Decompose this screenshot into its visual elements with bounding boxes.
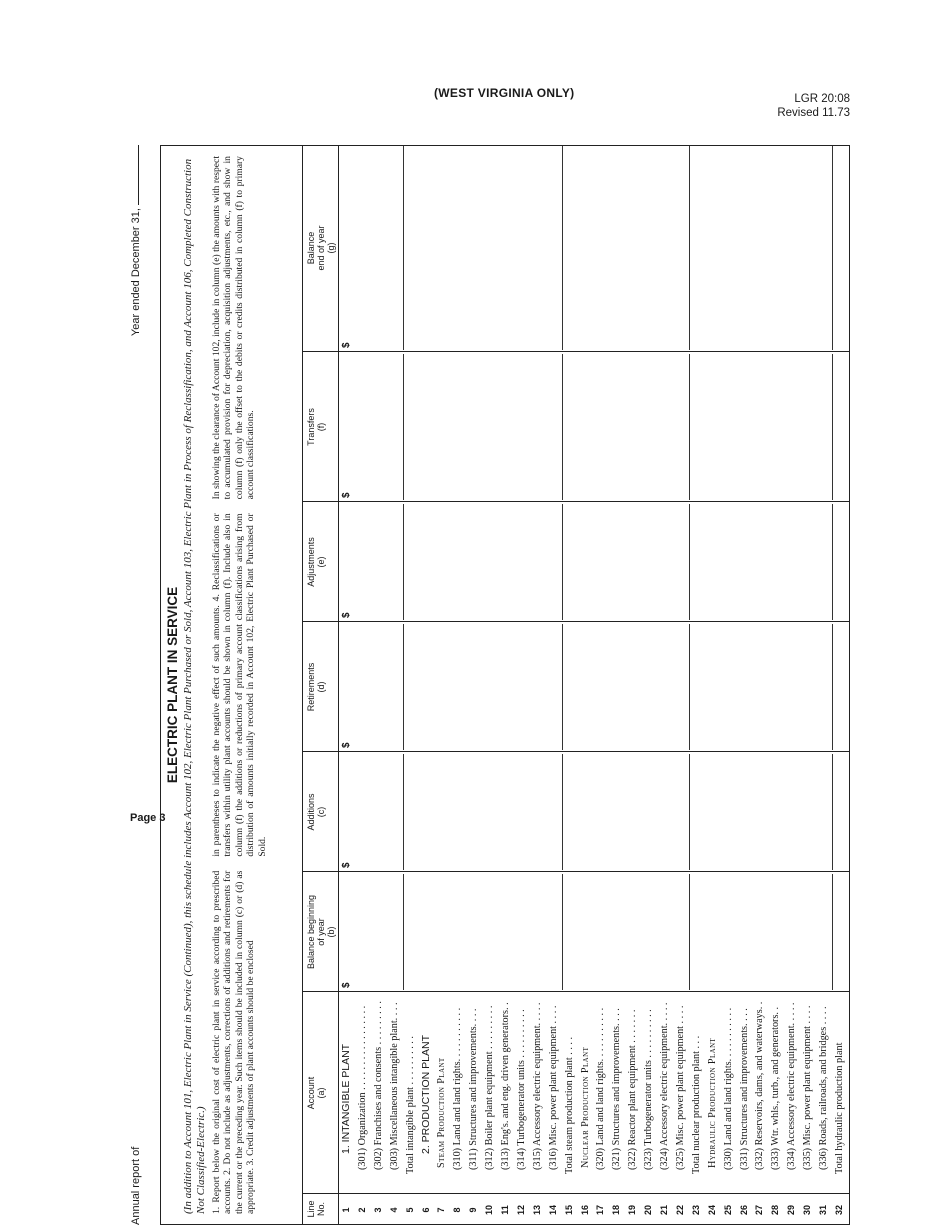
column-header-4: Retirements (d): [306, 662, 326, 712]
column-header-2: Balance beginning of year (b): [306, 894, 336, 970]
total-rule: [689, 354, 690, 500]
instructions-left: 1. Report below the original cost of electric plant in service according to prescribed accounts. 2. Do not include as adjustments, corrections of additions and retirements for the current or the preceding year. Such items should be included in column (c) or (d) as appropriate. 3. Credit adjustments of plant accounts should be enclosed: [211, 870, 257, 1214]
table-row: [768, 146, 784, 1224]
account-name: (320) Land and land rights. . . . . . . . . . .: [595, 1007, 607, 1170]
table-row: [482, 146, 498, 1224]
line-number: 13: [531, 1205, 542, 1216]
table-row: [450, 146, 466, 1224]
line-number: 30: [802, 1205, 813, 1216]
line-number: 25: [722, 1205, 733, 1216]
table-row: [657, 146, 673, 1224]
total-rule: [403, 874, 404, 990]
table-row: [721, 146, 737, 1224]
account-name: (314) Turbogenerator units . . . . . . . . . .: [515, 1009, 527, 1170]
state-note: (WEST VIRGINIA ONLY): [434, 86, 575, 100]
table-row: [784, 146, 800, 1224]
schedule-subtitle: (In addition to Account 101, Electric Plant in Service (Continued), this schedule includes Account 102, Electric Plant Purchased or Sold, Account 103, Electric Plant in Process of Reclassification, and Account 106, Completed Construction Not Classified-Electric.): [182, 158, 207, 1214]
line-number: 29: [786, 1205, 797, 1216]
line-number: 26: [738, 1205, 749, 1216]
total-rule: [403, 504, 404, 620]
line-number: 32: [833, 1205, 844, 1216]
total-rule: [562, 874, 563, 990]
line-number: 15: [563, 1205, 574, 1216]
table-row: [562, 146, 578, 1224]
line-number: 22: [674, 1205, 685, 1216]
column-header-7: Balance end of year (g): [306, 225, 336, 271]
table-body: [339, 146, 849, 1224]
total-rule: [689, 754, 690, 870]
table-row: [530, 146, 546, 1224]
total-rule: [689, 874, 690, 990]
account-name: (330) Land and land rights. . . . . . . . . . .: [722, 1007, 734, 1170]
account-name: (311) Structures and improvements. . . .: [468, 1008, 480, 1170]
line-number: 24: [706, 1205, 717, 1216]
account-name: Total nuclear production plant . . .: [690, 1035, 702, 1174]
account-name: (335) Misc. power plant equipment . . . .: [802, 1005, 814, 1170]
line-number: 14: [547, 1205, 558, 1216]
column-headers: [303, 146, 339, 1224]
total-rule: [832, 146, 833, 350]
schedule-frame: [160, 145, 850, 1225]
schedule-title: ELECTRIC PLANT IN SERVICE: [165, 586, 180, 784]
account-name: Total hydraulic production plant: [833, 1042, 845, 1174]
account-name: (325) Misc. power plant equipment . . . .: [674, 1005, 686, 1170]
line-number: 28: [770, 1205, 781, 1216]
line-number: 6: [420, 1207, 431, 1213]
line-number: 27: [754, 1205, 765, 1216]
page-number: Page 3: [130, 812, 166, 824]
table-row: [737, 146, 753, 1224]
line-number: 11: [500, 1205, 510, 1215]
year-blank: [138, 145, 139, 205]
total-rule: [562, 624, 563, 750]
table-row: [466, 146, 482, 1224]
account-name: (323) Turbogenerator units . . . . . . . . . .: [643, 1009, 655, 1170]
dollar-sign: $: [341, 492, 352, 498]
total-rule: [562, 354, 563, 500]
column-header-5: Adjustments (e): [306, 537, 326, 587]
column-header-6: Transfers (f): [306, 408, 326, 446]
table-row: [689, 146, 705, 1224]
total-rule: [689, 624, 690, 750]
column-header-3: Additions (c): [306, 793, 326, 831]
account-name: (321) Structures and improvements. . . .: [611, 1008, 623, 1170]
schedule-header: [161, 146, 303, 1224]
table-row: [625, 146, 641, 1224]
instructions-right: In showing the clearance of Account 102, include in column (e) the amounts with respect to accumulated provision for depreciation, acquisition adjustments, etc., and show in column (f) only the offset to the debits or credits distributed in column (f) to primary account classifications.: [211, 156, 257, 500]
table-row: [593, 146, 609, 1224]
account-name: (322) Reactor plant equipment . . . . . . .: [627, 1009, 639, 1170]
table-row: [339, 146, 355, 1224]
line-number: 10: [484, 1205, 495, 1216]
total-rule: [689, 146, 690, 350]
account-name: Hydraulic Production Plant: [706, 1037, 718, 1168]
form-code: LGR 20:08: [794, 93, 850, 105]
account-name: (334) Accessory electric equipment. . . . .: [786, 1002, 798, 1170]
line-number: 4: [388, 1207, 399, 1213]
dollar-sign: $: [341, 862, 352, 868]
instructions-mid: in parentheses to indicate the negative effect of such amounts. 4. Reclassifications or transfers within utility plant accounts should be shown in column (f). Include also in column (f) the additions or reductions of primary account classifications arising from distribution of amounts initially recorded in Account 102, Electric Plant Purchased or Sold.: [211, 513, 268, 857]
table-row: [514, 146, 530, 1224]
total-rule: [832, 504, 833, 620]
revised-date: Revised 11.73: [777, 107, 850, 119]
table-row: [705, 146, 721, 1224]
account-name: (316) Misc. power plant equipment . . . .: [547, 1005, 559, 1170]
account-name: 1. INTANGIBLE PLANT: [340, 1043, 352, 1154]
account-name: (315) Accessory electric equipment. . . . .: [531, 1002, 543, 1170]
account-name: (324) Accessory electric equipment. . . . .: [659, 1002, 670, 1170]
table-row: [673, 146, 689, 1224]
dollar-sign: $: [341, 342, 352, 348]
line-number: 18: [611, 1205, 622, 1216]
line-number: 17: [595, 1205, 606, 1216]
table-row: [546, 146, 562, 1224]
line-number: 20: [643, 1205, 654, 1216]
line-number: 16: [579, 1205, 590, 1216]
line-number: 12: [515, 1205, 526, 1216]
total-rule: [689, 504, 690, 620]
account-name: Total intangible plant . . . . . . . . . .: [404, 1036, 416, 1174]
dollar-sign: $: [341, 612, 352, 618]
account-name: Steam Production Plant: [436, 1057, 448, 1168]
account-name: (336) Roads, railroads, and bridges . . . .: [818, 1006, 829, 1170]
total-rule: [832, 354, 833, 500]
table-row: [403, 146, 419, 1224]
account-name: Total steam production plant . . . .: [563, 1036, 575, 1174]
total-rule: [403, 624, 404, 750]
total-rule: [562, 146, 563, 350]
account-name: (302) Franchises and consents . . . . . . . . .: [372, 1001, 384, 1170]
line-number: 8: [452, 1207, 463, 1213]
year-ended: [130, 145, 142, 336]
line-number: 21: [659, 1205, 669, 1216]
column-header-1: Account (a): [306, 1076, 326, 1110]
line-number: 23: [690, 1205, 701, 1216]
account-name: (301) Organization . . . . . . . . . . . . . . . . .: [356, 1005, 368, 1170]
column-header-0: Line No.: [306, 1200, 326, 1218]
table-row: [800, 146, 816, 1224]
dollar-sign: $: [341, 742, 352, 748]
table-row: [832, 146, 848, 1224]
table-row: [578, 146, 594, 1224]
account-name: 2. PRODUCTION PLANT: [419, 1034, 432, 1154]
account-name: Nuclear Production Plant: [579, 1046, 591, 1168]
table-row: [498, 146, 514, 1224]
line-number: 5: [404, 1207, 415, 1213]
table-row: [419, 146, 435, 1224]
line-number: 9: [468, 1207, 479, 1213]
line-number: 3: [372, 1207, 383, 1213]
line-number: 1: [341, 1207, 351, 1213]
table-row: [752, 146, 768, 1224]
total-rule: [562, 504, 563, 620]
table-row: [387, 146, 403, 1224]
account-name: (332) Reservoirs, dams, and waterways. .: [754, 1001, 766, 1170]
dollar-sign: $: [341, 982, 352, 988]
instructions: [211, 156, 268, 1214]
table-row: [355, 146, 371, 1224]
line-number: 2: [356, 1207, 367, 1213]
form-code-block: [777, 92, 850, 120]
account-name: (312) Boiler plant equipment . . . . . . . . .: [484, 1005, 496, 1170]
account-name: (331) Structures and improvements. . . .: [738, 1008, 750, 1170]
total-rule: [832, 624, 833, 750]
line-number: 31: [818, 1205, 828, 1216]
table-row: [816, 146, 832, 1224]
total-rule: [403, 754, 404, 870]
account-name: (333) Wtr. whls., turb., and generators. .: [770, 1006, 782, 1170]
total-rule: [403, 354, 404, 500]
table-row: [371, 146, 387, 1224]
total-rule: [832, 754, 833, 870]
account-name: (313) Eng's. and eng. driven generators. .: [500, 1002, 511, 1170]
total-rule: [832, 874, 833, 990]
table-row: [434, 146, 450, 1224]
total-rule: [562, 754, 563, 870]
account-name: (303) Miscellaneous intangible plant. . . .: [388, 1002, 400, 1170]
annual-report-of: Annual report of: [130, 1146, 142, 1225]
line-number: 19: [627, 1205, 638, 1216]
table-row: [609, 146, 625, 1224]
total-rule: [403, 146, 404, 350]
account-name: (310) Land and land rights. . . . . . . . . . .: [452, 1007, 464, 1170]
year-ended-label: Year ended December 31,: [130, 208, 142, 337]
table-row: [641, 146, 657, 1224]
line-number: 7: [436, 1207, 447, 1213]
